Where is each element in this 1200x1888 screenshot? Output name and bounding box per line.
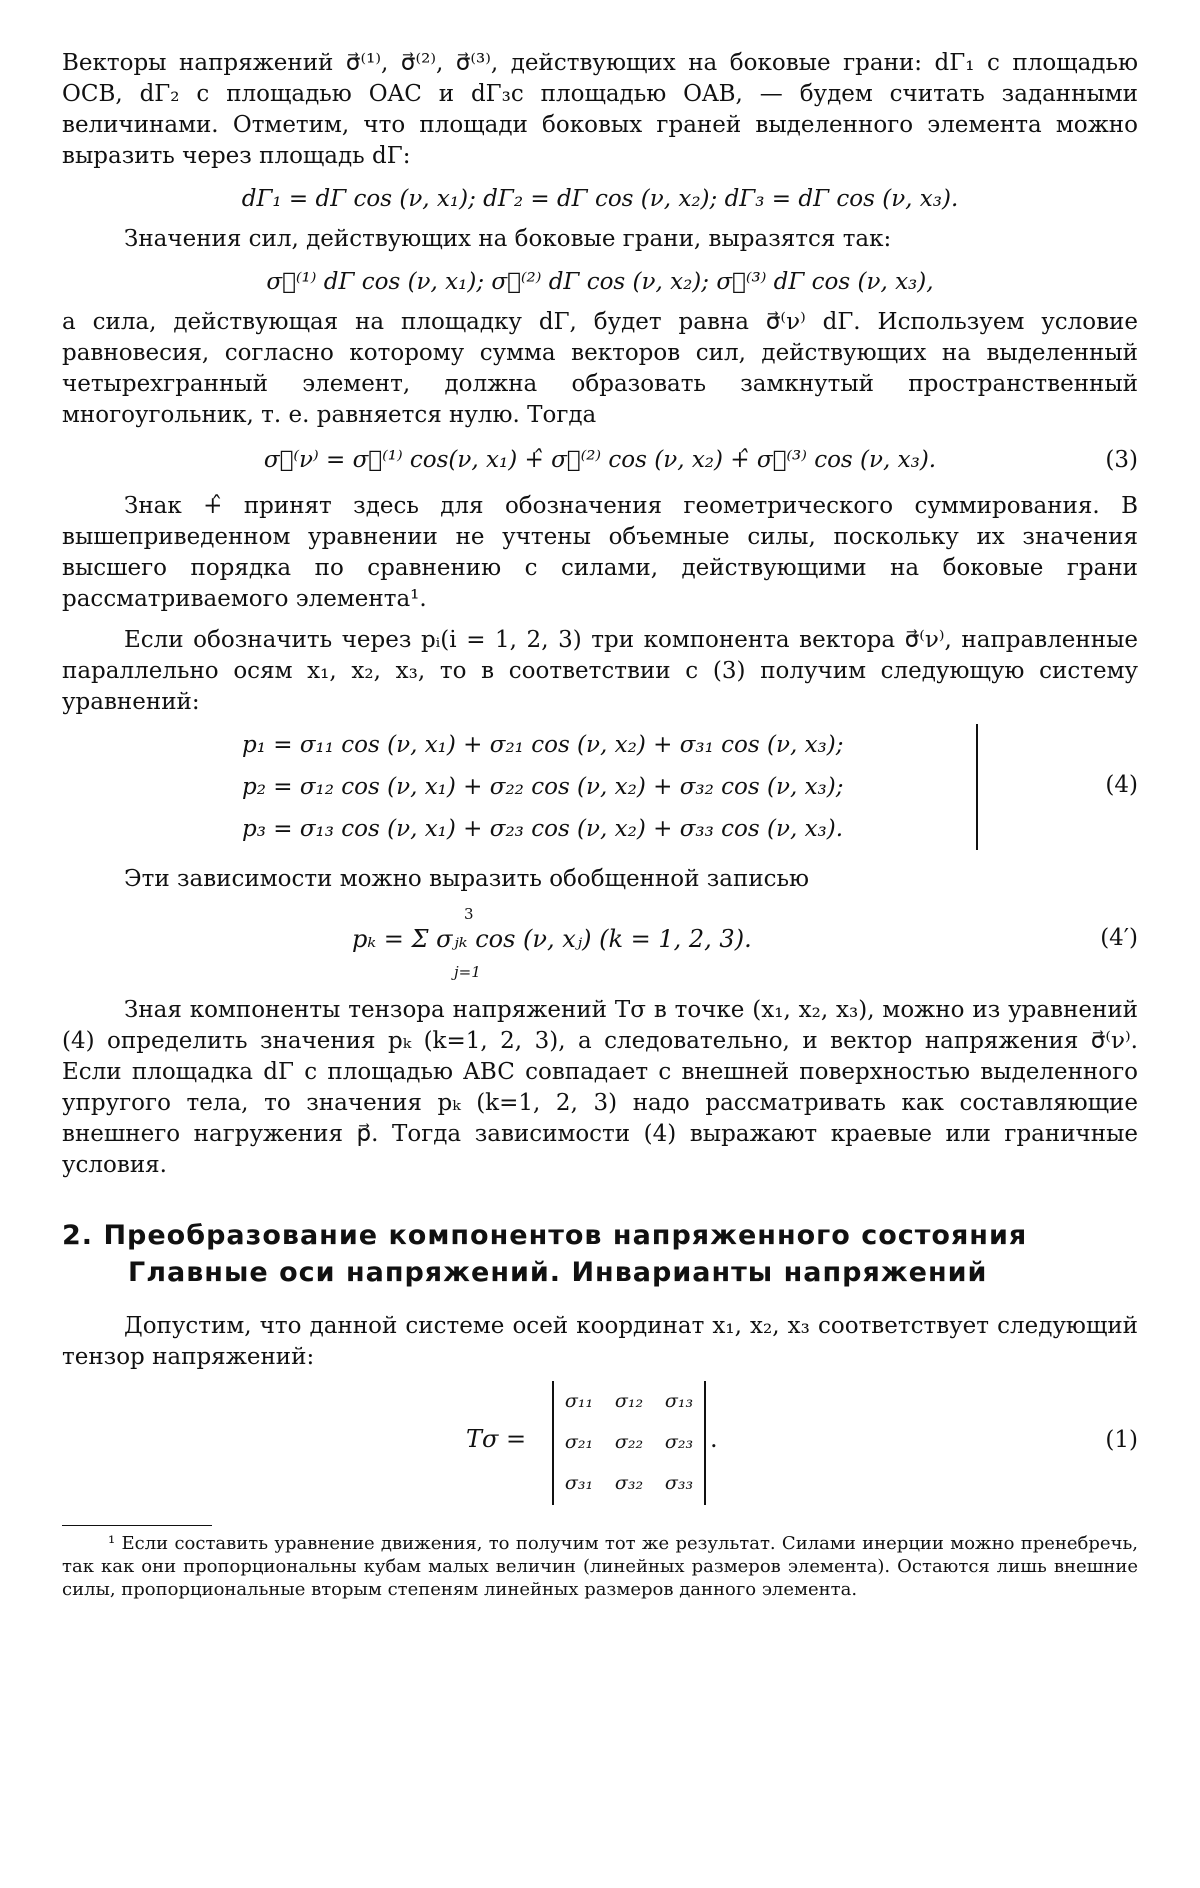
system-line-2: p₂ = σ₁₂ cos (ν, x₁) + σ₂₂ cos (ν, x₂) + σ₃₂ cos (ν, x₃); xyxy=(242,774,844,800)
equation-3: σ⃗⁽ν⁾ = σ⃗⁽¹⁾ cos(ν, x₁) +̂ σ⃗⁽²⁾ cos (ν, x₂) +̂ σ⃗⁽³⁾ cos (ν, x₃). (3) xyxy=(62,441,1138,479)
equation-areas: dΓ₁ = dΓ cos (ν, x₁); dΓ₂ = dΓ cos (ν, x₂); dΓ₃ = dΓ cos (ν, x₃). xyxy=(241,186,959,212)
sum-upper-limit: 3 xyxy=(464,905,474,923)
paragraph-2: Значения сил, действующих на боковые грани, выразятся так: xyxy=(124,226,892,252)
footnote-divider xyxy=(62,1525,212,1526)
tensor-label: Tσ = xyxy=(466,1425,527,1453)
tensor-matrix xyxy=(552,1381,706,1505)
matrix-cell: σ₃₁ xyxy=(564,1472,594,1494)
system-line-1: p₁ = σ₁₁ cos (ν, x₁) + σ₂₁ cos (ν, x₂) + σ₃₁ cos (ν, x₃); xyxy=(242,732,844,758)
matrix-cell: σ₃₃ xyxy=(664,1472,694,1494)
section-heading-line-2: Главные оси напряжений. Инварианты напряжений xyxy=(128,1257,988,1288)
matrix-cell: σ₂₃ xyxy=(664,1431,694,1453)
matrix-cell: σ₃₂ xyxy=(614,1472,644,1494)
matrix-cell: σ₁₂ xyxy=(614,1390,644,1412)
paragraph-1: Векторы напряжений σ⃗⁽¹⁾, σ⃗⁽²⁾, σ⃗⁽³⁾, действующих на боковые грани: dΓ₁ с площадью OCB, dΓ₂ с площадью OAC и dΓ₃с площадью OAB, — будем считать заданными величинами. Отметим, что площади боковых граней выделенного элемента можно выразить через площадь dΓ: xyxy=(62,50,1138,169)
paragraph-3: а сила, действующая на площадку dΓ, будет равна σ⃗⁽ν⁾ dΓ. Используем условие равновесия, согласно которому сумма векторов сил, действующих на выделенный четырехгранный элемент, должна образовать замкнутый пространственный многоугольник, т. е. равняется нулю. Тогда xyxy=(62,309,1138,428)
equation-number-4: (4) xyxy=(1105,772,1138,798)
sum-lower-limit: j=1 xyxy=(454,963,481,981)
page-content xyxy=(62,48,1138,1601)
matrix-row-1 xyxy=(554,1381,704,1422)
equation-number-1: (1) xyxy=(1105,1427,1138,1453)
sum-expression: pₖ = Σ σⱼₖ cos (ν, xⱼ) (k = 1, 2, 3). xyxy=(352,925,752,953)
matrix-cell: σ₂₁ xyxy=(564,1431,594,1453)
paragraph-5: Если обозначить через pᵢ(i = 1, 2, 3) три компонента вектора σ⃗⁽ν⁾, направленные параллельно осям x₁, x₂, x₃, то в соответствии с (3) получим следующую систему уравнений: xyxy=(62,627,1138,715)
paragraph-6: Эти зависимости можно выразить обобщенной записью xyxy=(124,866,810,892)
matrix-row-3 xyxy=(554,1463,704,1504)
equation-system-lines xyxy=(242,724,978,850)
equation-4-prime xyxy=(62,905,1138,989)
equation-number-4-prime: (4′) xyxy=(1100,925,1138,951)
paragraph-7: Зная компоненты тензора напряжений Tσ в точке (x₁, x₂, x₃), можно из уравнений (4) определить значения pₖ (k=1, 2, 3), а следовательно, и вектор напряжения σ⃗⁽ν⁾. Если площадка dΓ с площадью ABC совпадает с внешней поверхностью выделенного упругого тела, то значения pₖ (k=1, 2, 3) надо рассматривать как составляющие внешнего нагружения p⃗. Тогда зависимости (4) выражают краевые или граничные условия. xyxy=(62,997,1138,1178)
matrix-cell: σ₂₂ xyxy=(614,1431,644,1453)
paragraph-4: Знак +̂ принят здесь для обозначения геометрического суммирования. В вышеприведенном уравнении не учтены объемные силы, поскольку их значения высшего порядка по сравнению с силами, действующими на боковые грани рассматриваемого элемента¹. xyxy=(62,493,1138,612)
paragraph-8: Допустим, что данной системе осей координат x₁, x₂, x₃ соответствует следующий тензор напряжений: xyxy=(62,1313,1138,1370)
equation-tensor-1 xyxy=(62,1381,1138,1509)
equation-number-3: (3) xyxy=(1105,447,1138,473)
footnote: ¹ Если составить уравнение движения, то получим тот же результат. Силами инерции можно пренебречь, так как они пропорциональны кубам малых величин (линейных размеров элемента). Остаются лишь внешние силы, пропорциональные вторым степеням линейных размеров данного элемента. xyxy=(62,1533,1138,1600)
section-heading xyxy=(62,1217,1138,1291)
system-line-3: p₃ = σ₁₃ cos (ν, x₁) + σ₂₃ cos (ν, x₂) + σ₃₃ cos (ν, x₃). xyxy=(242,816,844,842)
equation-system-4 xyxy=(62,724,1138,860)
equation-forces: σ⃗⁽¹⁾ dΓ cos (ν, x₁); σ⃗⁽²⁾ dΓ cos (ν, x₂); σ⃗⁽³⁾ dΓ cos (ν, x₃), xyxy=(266,269,934,295)
matrix-row-2 xyxy=(554,1422,704,1463)
matrix-cell: σ₁₁ xyxy=(564,1390,594,1412)
section-heading-line-1: 2. Преобразование компонентов напряженного состояния xyxy=(62,1220,1028,1251)
tensor-trailing-period: . xyxy=(710,1425,718,1453)
matrix-cell: σ₁₃ xyxy=(664,1390,694,1412)
